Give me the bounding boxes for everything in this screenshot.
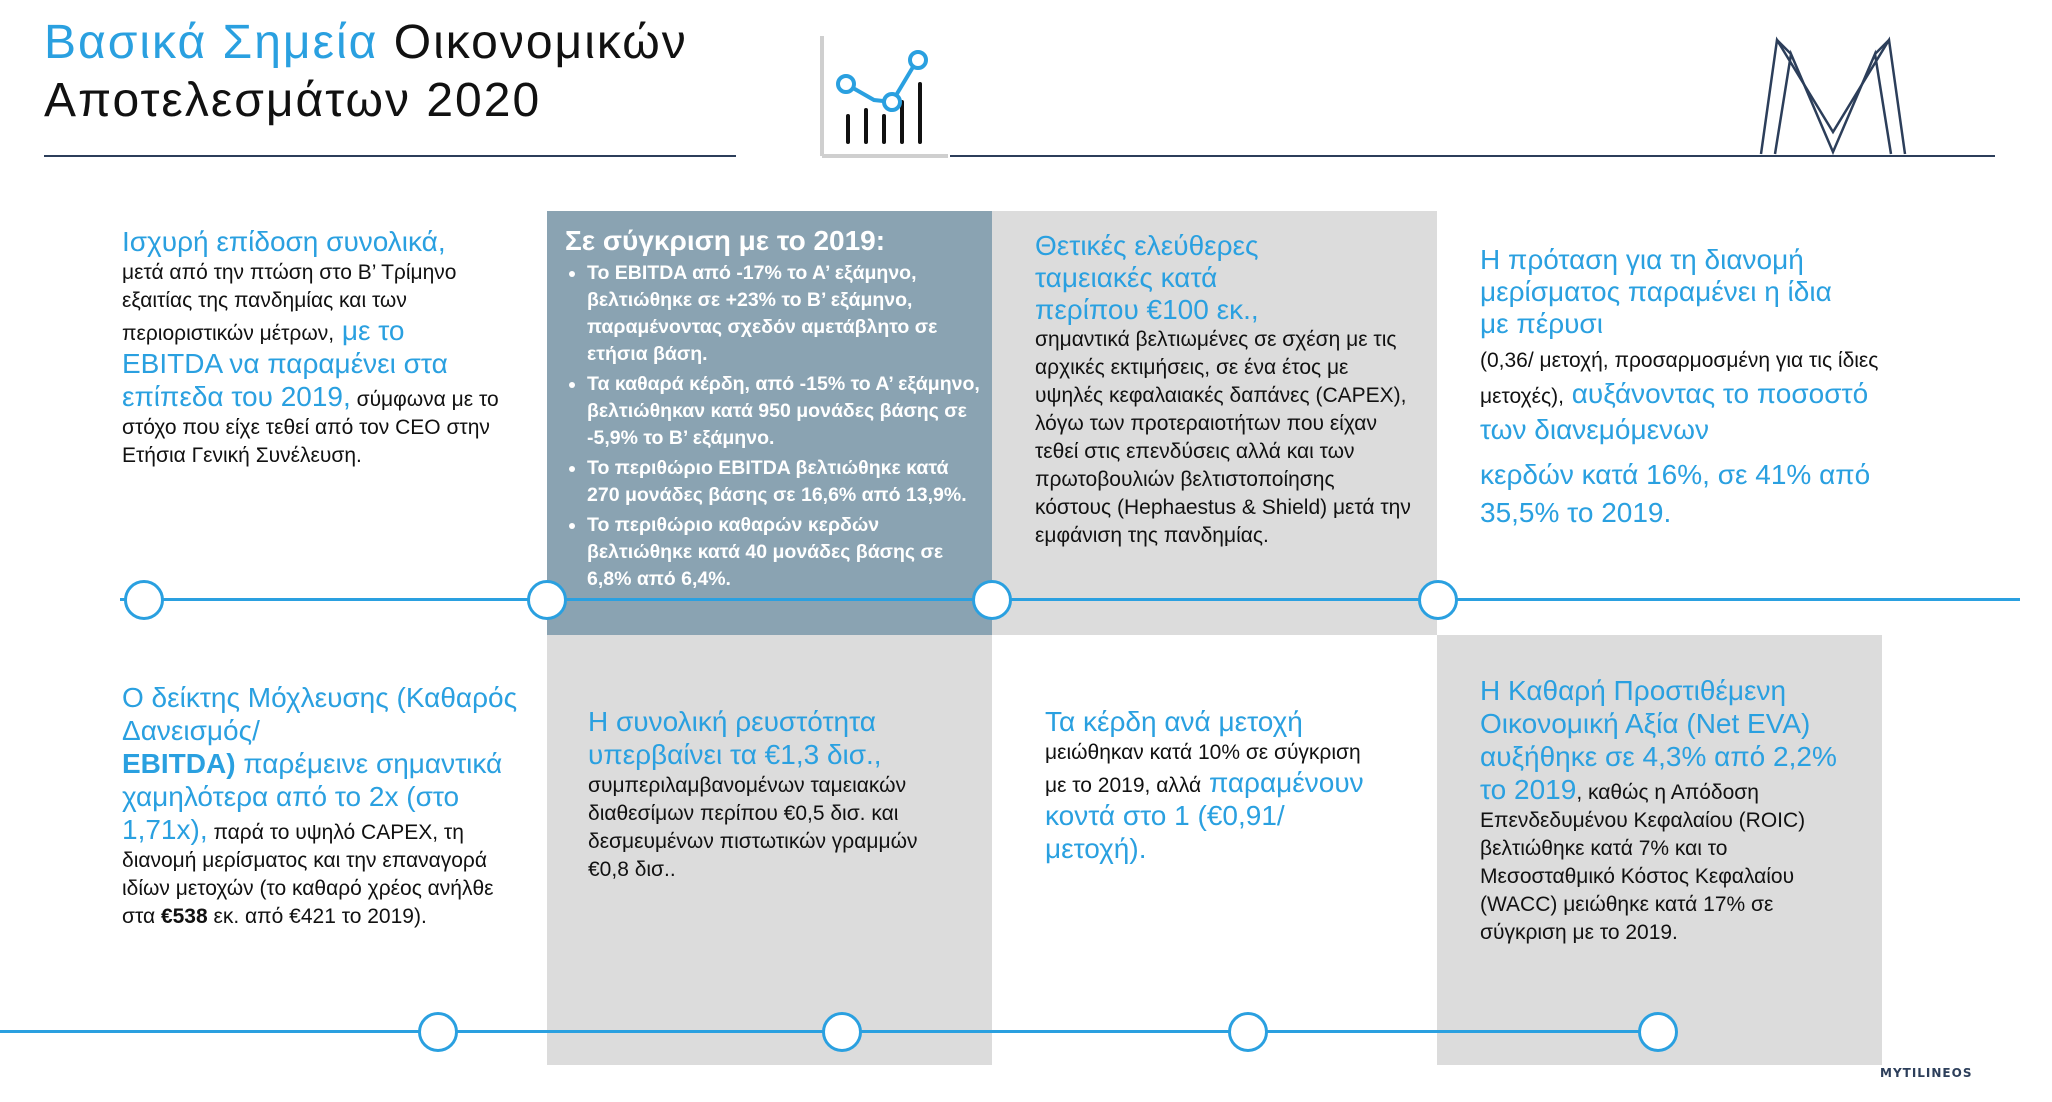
page-title-rest: Οικονομικών (378, 16, 688, 69)
c1-lead: Ισχυρή επίδοση συνολικά, (122, 226, 446, 257)
c2-heading: Σε σύγκριση με το 2019: (565, 225, 886, 256)
c2-bullet: • Τα καθαρά κέρδη, από -15% το Α’ εξάμηνο, βελτιώθηκαν κατά 950 μονάδες βάσης σε -5,9% το Β’ εξάμηνο. (587, 371, 983, 452)
timeline-node (1418, 580, 1458, 620)
c5-highlight: παρέμεινε σημαντικά χαμηλότερα από το 2x (στο 1,71x), (122, 748, 503, 845)
mytilineos-m-logo (1755, 36, 1915, 156)
c4-text (1480, 344, 1880, 450)
c2-bullet: • Το EBITDA από -17% το Α’ εξάμηνο, βελτιώθηκε σε +23% το Β’ εξάμηνο, παραμένοντας σχεδόν αμετάβλητο σε ετήσια βάση. (587, 260, 983, 368)
timeline-node (822, 1012, 862, 1052)
c5-value-2019: €421 (289, 905, 336, 928)
timeline-node (418, 1012, 458, 1052)
c8-lead: Η Καθαρή Προστιθέμενη Οικονομική Αξία (Net EVA) αυξήθηκε σε 4,3% από 2,2% το 2019 (1480, 675, 1837, 805)
c5-value-2020: €538 (160, 905, 208, 928)
c1-tail: σύμφωνα με το στόχο που είχε τεθεί από τον CEO στην Ετήσια Γενική Συνέλευση. (122, 388, 499, 467)
c1-highlight: με το EBITDA να παραμένει στα επίπεδα του 2019, (122, 315, 448, 412)
c4-note: (0,36/ μετοχή, προσαρμοσμένη για τις ίδιες μετοχές), (1480, 349, 1879, 408)
timeline-node (1228, 1012, 1268, 1052)
c7-highlight: παραμένουν κοντά στο 1 (€0,91/μετοχή). (1045, 767, 1364, 864)
c5-lead: Ο δείκτης Μόχλευσης (Καθαρός Δανεισμός/ (122, 682, 518, 746)
highlight-comparison-2019 (565, 224, 983, 596)
page-title-highlight: Βασικά Σημεία (44, 16, 379, 69)
timeline-node (124, 580, 164, 620)
c4-tail: κερδών κατά 16%, σε 41% από 35,5% το 2019. (1480, 459, 1871, 528)
page-title-line2: Αποτελεσμάτων 2020 (44, 74, 542, 127)
c2-bullet: • Το περιθώριο EBITDA βελτιώθηκε κατά 270 μονάδες βάσης σε 16,6% από 13,9%. (587, 455, 983, 509)
line-chart-icon (818, 32, 948, 160)
c2-bullet: • Το περιθώριο καθαρών κερδών βελτιώθηκε κατά 40 μονάδες βάσης σε 6,8% από 6,4%. (587, 512, 983, 593)
highlight-net-eva (1480, 675, 1865, 947)
c5-text2: εκ. από (207, 905, 290, 928)
c7-text: μειώθηκαν κατά 10% σε σύγκριση με το 2019, αλλά (1045, 741, 1361, 797)
c5-text: παρά το υψηλό CAPEX, τη διανομή μερίσματος και την επαναγορά ιδίων μετοχών (το καθαρό χρέος ανήλθε στα (122, 821, 494, 928)
c5-ebitda: EBITDA) (122, 748, 236, 779)
c1-text: μετά από την πτώση στο Β’ Τρίμηνο εξαιτίας της πανδημίας και των περιοριστικών μέτρων, (122, 261, 457, 345)
brand-wordmark: MYTILINEOS (1880, 1066, 1973, 1080)
highlight-leverage (122, 682, 522, 931)
c2-bullet-list (565, 260, 983, 593)
timeline-row1 (120, 598, 2020, 601)
highlight-free-cashflow (1035, 230, 1415, 550)
timeline-node (527, 580, 567, 620)
c4-highlight: αυξάνοντας το ποσοστό των διανεμόμενων (1480, 378, 1869, 445)
c3-text: σημαντικά βελτιωμένες σε σχέση με τις αρχικές εκτιμήσεις, σε ένα έτος με υψηλές κεφαλαιακές δαπάνες (CAPEX), λόγω των προτεραιοτήτων που είχαν τεθεί στις επενδύσεις αλλά και των πρωτοβουλιών βελτιστοποίησης κόστους (Hephaestus & Shield) μετά την εμφάνιση της πανδημίας. (1035, 328, 1411, 547)
highlight-liquidity (588, 706, 948, 884)
c5-tail: το 2019). (335, 905, 427, 928)
c8-text: , καθώς η Απόδοση Επενδεδυμένου Κεφαλαίου (ROIC) βελτιώθηκε κατά 7% και το Μεσοσταθμικό Κόστος Κεφαλαίου (WACC) μειώθηκε κατά 17% σε σύγκριση με το 2019. (1480, 781, 1806, 944)
highlight-dividend (1480, 244, 1880, 532)
timeline-node (1638, 1012, 1678, 1052)
c4-lead: Η πρόταση για τη διανομή μερίσματος παραμένει η ίδια με πέρυσι (1480, 244, 1832, 339)
c6-lead: Η συνολική ρευστότητα υπερβαίνει τα €1,3 δισ., (588, 706, 882, 770)
c3-lead: Θετικές ελεύθερες ταμειακές κατά περίπου €100 εκ., (1035, 230, 1259, 325)
highlight-ebitda-performance (122, 226, 502, 470)
highlight-eps (1045, 706, 1385, 866)
title-underline (44, 155, 736, 157)
page-title (44, 14, 688, 130)
c6-text: συμπεριλαμβανομένων ταμειακών διαθεσίμων περίπου €0,5 δισ. και δεσμευμένων πιστωτικών γραμμών €0,8 δισ.. (588, 774, 918, 881)
c7-lead: Τα κέρδη ανά μετοχή (1045, 706, 1303, 737)
